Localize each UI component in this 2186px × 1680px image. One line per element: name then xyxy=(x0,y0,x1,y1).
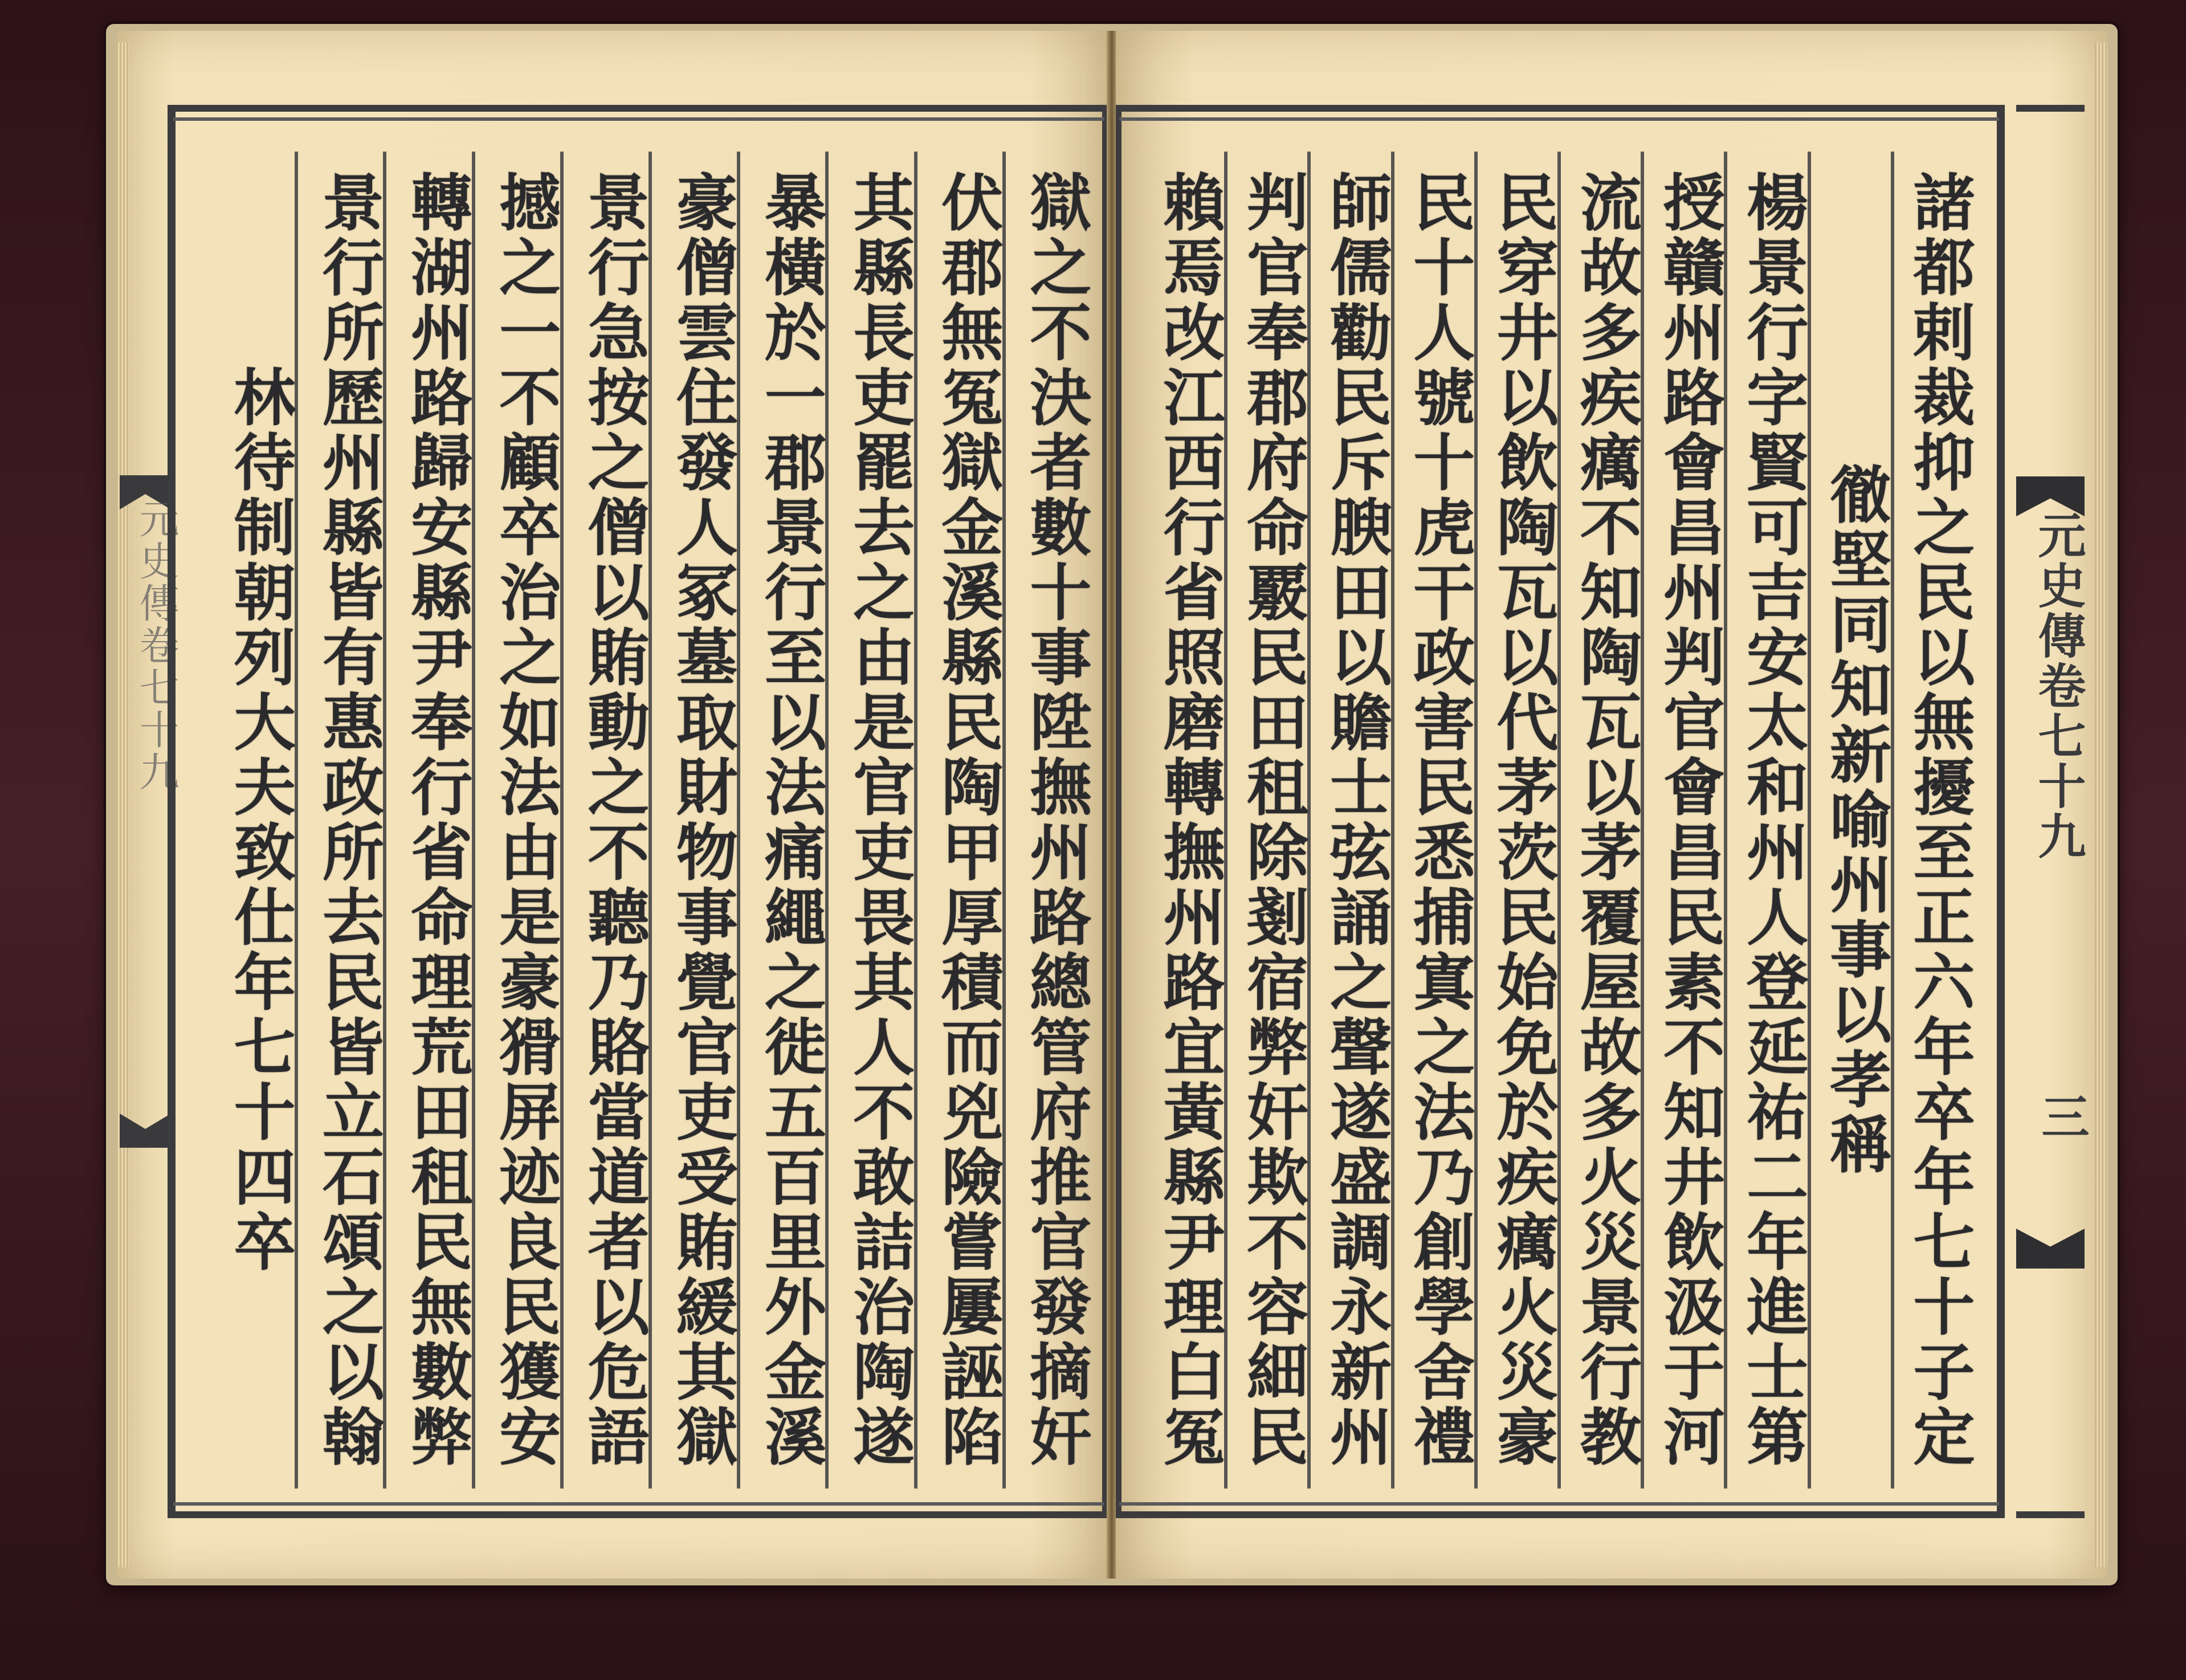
right-page xyxy=(1116,31,2107,1579)
right-column-4: 授贛州路會昌州判官會昌民素不知井飲汲于河 xyxy=(1641,152,1724,1489)
right-print-frame xyxy=(1116,105,2005,1518)
left-column-10: 林待制朝列大夫致仕年七十四卒 xyxy=(223,365,296,1275)
left-page xyxy=(116,31,1108,1579)
left-column-2: 伏郡無冤獄金溪縣民陶甲厚積而兇險嘗屢誣陷 xyxy=(914,152,1002,1489)
right-column-9: 判官奉郡府命覈民田租除剗宿弊奸欺不容細民 xyxy=(1224,152,1307,1489)
right-column-10: 賴焉改江西行省照磨轉撫州路宜黃縣尹理白冤 xyxy=(1153,170,1225,1470)
left-column-5: 豪僧雲住發人冢墓取財物事覺官吏受賄緩其獄 xyxy=(649,152,737,1489)
left-column-8: 轉湖州路歸安縣尹奉行省命理荒田租民無數弊 xyxy=(383,152,471,1489)
banxin-title: 元史傳卷七十九 xyxy=(2030,511,2087,862)
page-edges-left xyxy=(116,42,129,1567)
left-column-7: 撼之一不顧卒治之如法由是豪猾屏迹良民獲安 xyxy=(472,152,560,1489)
left-text-block xyxy=(210,152,1091,1489)
right-column-2: 徹堅同知新喻州事以孝稱 xyxy=(1808,152,1891,1489)
left-column-6: 景行急按之僧以賄動之不聽乃賂當道者以危語 xyxy=(560,152,649,1489)
left-fishtail-bottom xyxy=(120,1114,171,1148)
open-book xyxy=(106,24,2118,1585)
left-print-frame xyxy=(168,105,1108,1518)
page-edges-right xyxy=(2095,42,2107,1567)
right-column-7: 民十人號十虎干政害民悉捕寘之法乃創學舍禮 xyxy=(1391,152,1474,1489)
left-column-9: 景行所歷州縣皆有惠政所去民皆立石頌之以翰 xyxy=(295,152,383,1489)
right-text-block xyxy=(1144,152,1974,1489)
right-column-6: 民穿井以飲陶瓦以代茅茨民始免於疾癘火災豪 xyxy=(1474,152,1557,1489)
left-column-4: 暴橫於一郡景行至以法痛繩之徙五百里外金溪 xyxy=(737,152,825,1489)
right-column-8: 師儒勸民斥腴田以贍士弦誦之聲遂盛調永新州 xyxy=(1307,152,1390,1489)
banxin-center-column xyxy=(2016,105,2090,1518)
right-column-3: 楊景行字賢可吉安太和州人登延祐二年進士第 xyxy=(1724,152,1807,1489)
right-column-5: 流故多疾癘不知陶瓦以茅覆屋故多火災景行教 xyxy=(1557,152,1641,1489)
folio-number: 三 xyxy=(2034,1092,2090,1140)
left-edge-title: 元史傳卷七十九 xyxy=(133,498,180,793)
right-column-1: 諸都剌裁抑之民以無擾至正六年卒年七十子定 xyxy=(1891,152,1974,1489)
left-column-1: 獄之不決者數十事陞撫州路總管府推官發摘奸 xyxy=(1002,152,1091,1489)
left-column-3: 其縣長吏罷去之由是官吏畏其人不敢詰治陶遂 xyxy=(825,152,913,1489)
fishtail-bottom xyxy=(2016,1229,2085,1269)
